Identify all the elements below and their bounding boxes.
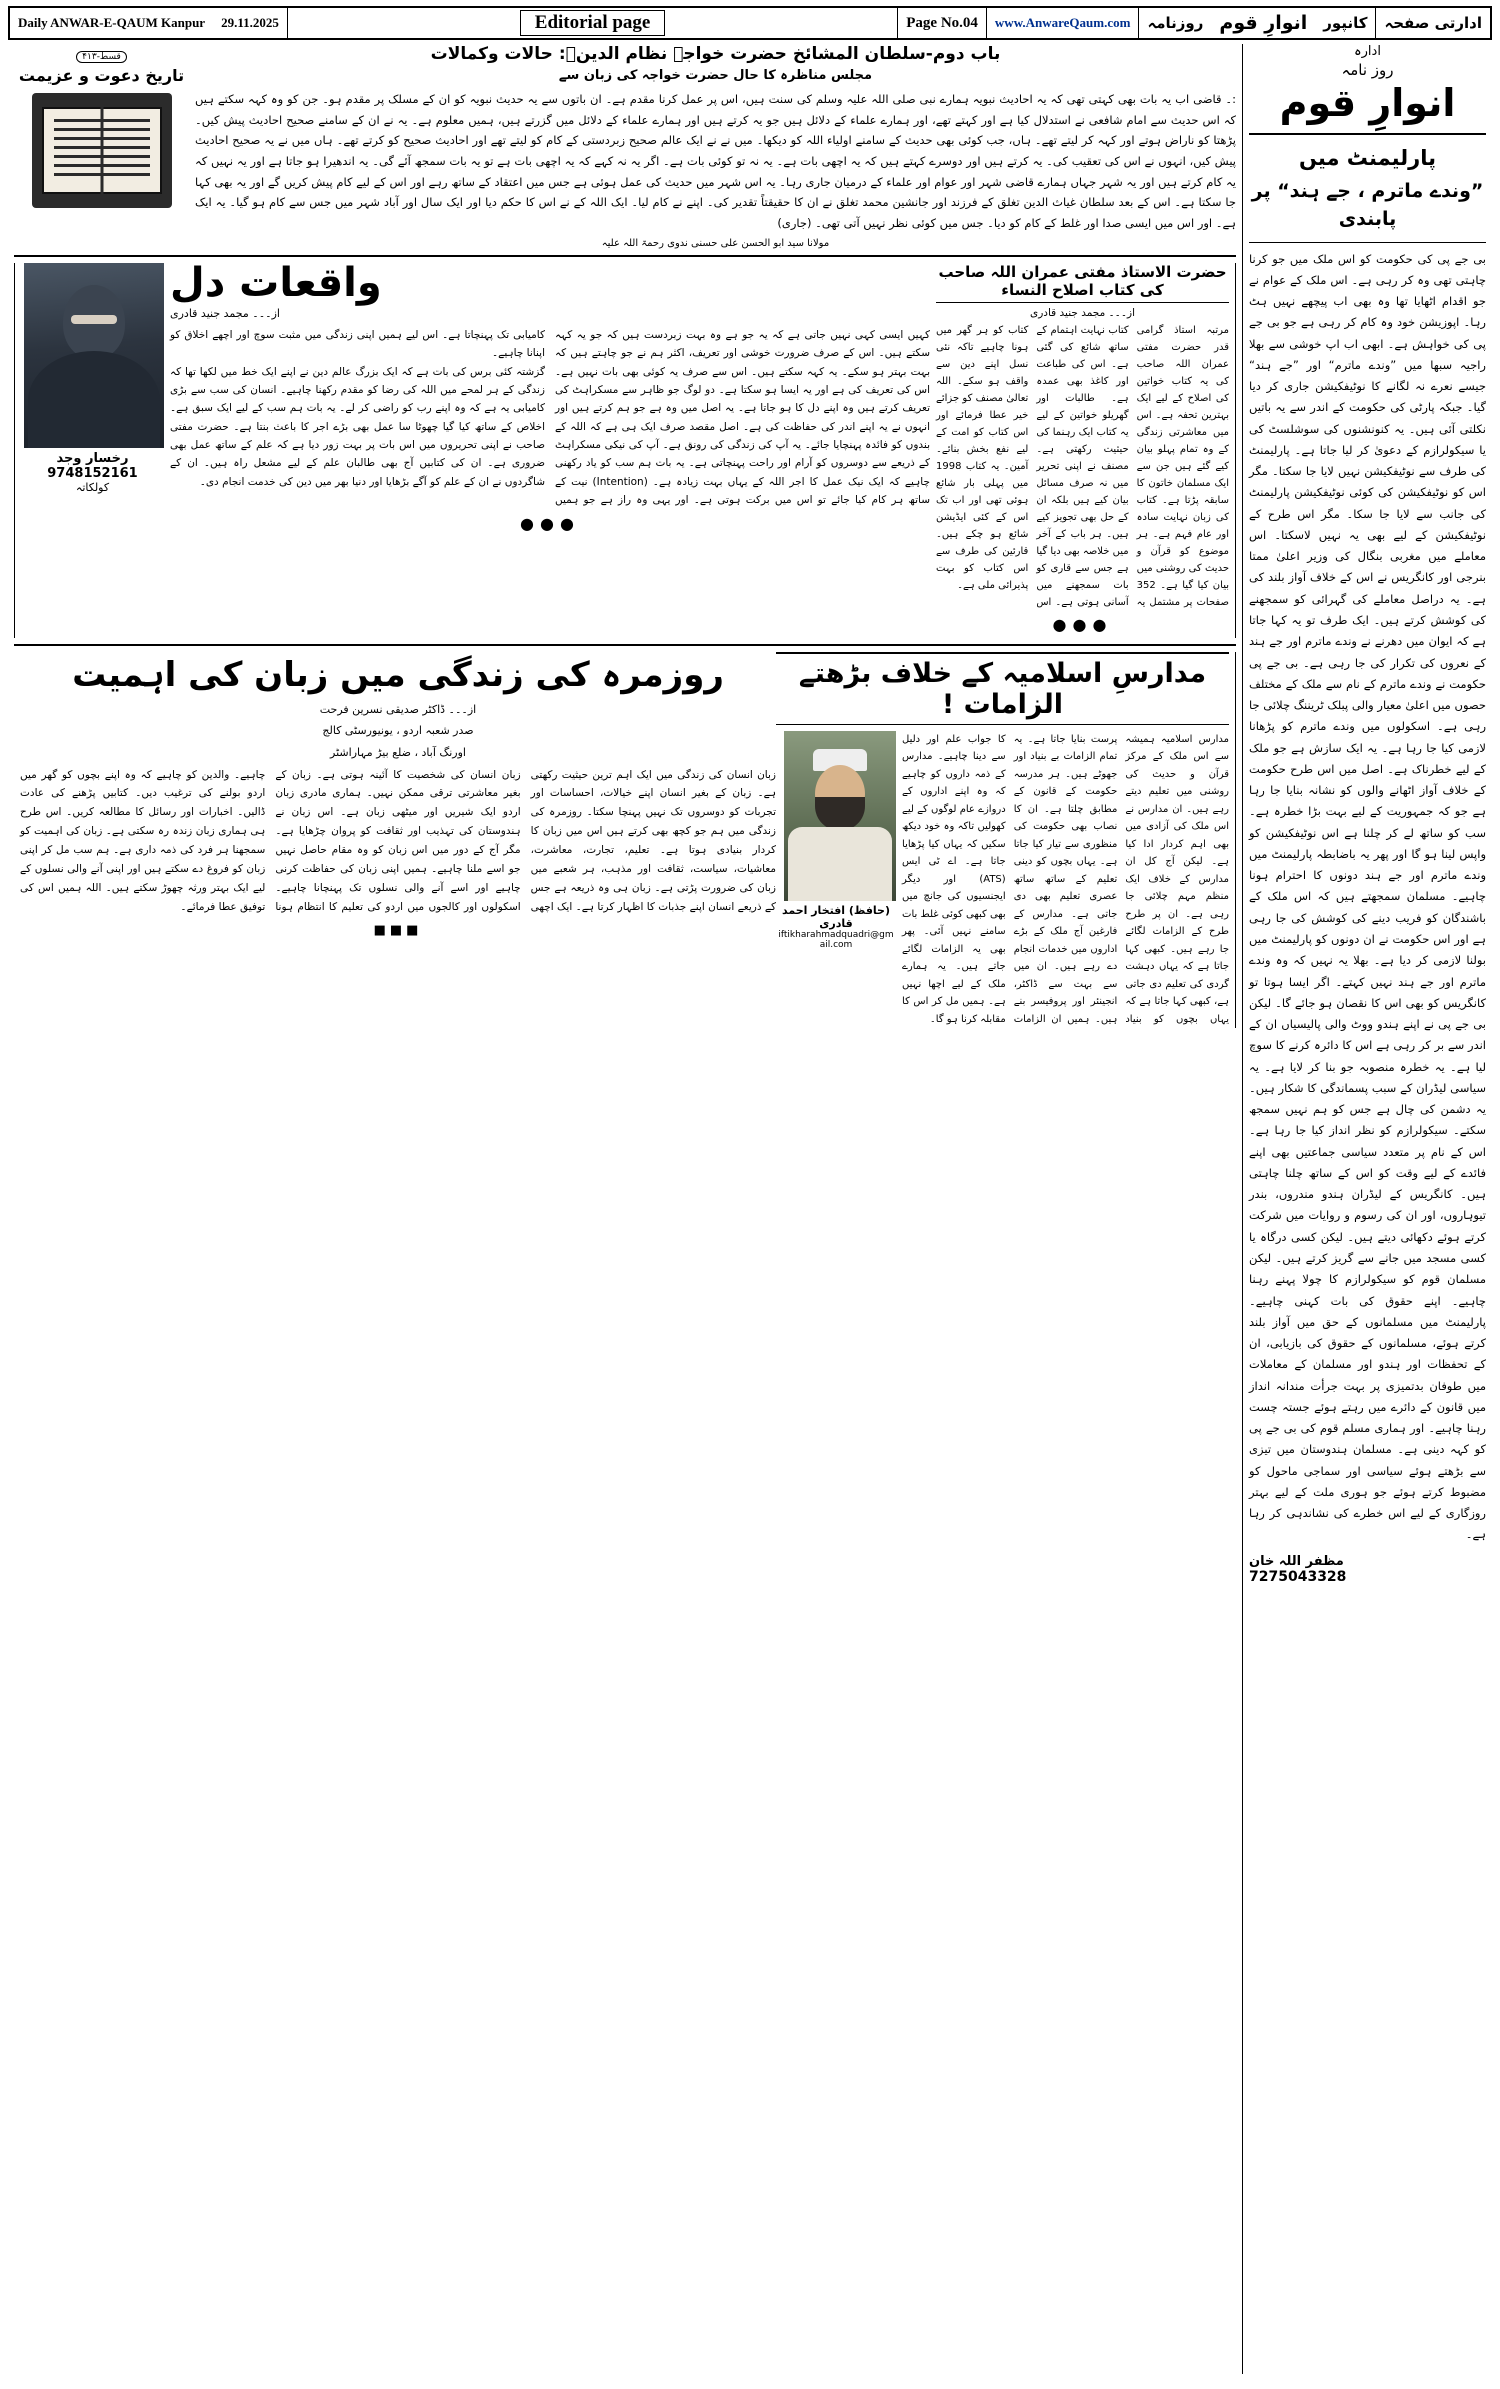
madaris-article [776,652,1236,1029]
book-illustration [32,93,172,208]
islah-body: مرتبہ استاذ گرامی قدر حضرت مفتی عمران اللہ صاحب کی یہ کتاب خواتین کی اصلاح کے لیے ایک بہترین تحفہ ہے۔ اس میں معاشرتی زندگی کے وہ تمام پہلو بیان کیے گئے ہیں جن سے ایک مسلمان خاتون کا سابقہ پڑتا ہے۔ کتاب کی زبان نہایت سادہ اور عام فہم ہے۔ ہر موضوع کو قرآن و حدیث کی روشنی میں بیان کیا گیا ہے۔ 352 صفحات پر مشتمل یہ کتاب نہایت اہتمام کے ساتھ شائع کی گئی ہے۔ اس کی طباعت اور کاغذ بھی عمدہ ہے۔ طالبات اور گھریلو خواتین کے لیے یہ کتاب ایک رہنما کی حیثیت رکھتی ہے۔ مصنف نے اپنی تحریر میں نہ صرف مسائل بیان کیے ہیں بلکہ ان کے حل بھی تجویز کیے ہیں۔ ہر باب کے آخر میں خلاصہ بھی دیا گیا ہے جس سے قاری کو بات سمجھنے میں آسانی ہوتی ہے۔ اس کتاب کو ہر گھر میں ہونا چاہیے تاکہ نئی نسل اپنے دین سے واقف ہو سکے۔ اللہ تعالیٰ مصنف کو جزائے خیر عطا فرمائے اور اس کتاب کو امت کے لیے نفع بخش بنائے۔ آمین۔ یہ کتاب 1998 میں پہلی بار شائع ہوئی تھی اور اب تک اس کے کئی ایڈیشن شائع ہو چکے ہیں۔ قارئین کی طرف سے اس کتاب کو بہت پذیرائی ملی ہے۔ [936,324,1229,608]
waqiat-body: کہیں ایسی کہی نہیں جاتی ہے کہ یہ جو ہے وہ بہت زبردست ہیں کہ جو یہ کہہ سکتے ہیں۔ اس کے صرف ضرورت خوشی اور تعریف، اکثر ہم نے جو چاہتے ہیں کہ بہت بہتر ہو سکے۔ یہ کہہ سکتے ہیں۔ اس سے صرف یہ کوئی بھی بات نہیں ہے۔ اس کی تعریف کی ہے اور یہ ایسا ہو سکتا ہے۔ دو لوگ جو ظاہر سے مسکراہٹ کی تعریف کرتے ہیں وہ اپنے دل کا ہو جاتا ہے۔ یہ اصل میں وہ ہے جو ہم کرتے ہیں اور انہوں نے یہ اپنے اندر کی حفاظت کی ہے۔ اصل مقصد صرف ایک ہی ہے کہ اللہ کے بندوں کو فائدہ پہنچایا جائے۔ یہ آپ کی زندگی کی رونق ہے۔ آپ کی نیکی مسکراہٹ کے ذریعے سے دوسروں کو آرام اور راحت پہنچاتی ہے۔ یہ بات ہم سب کو یاد رکھنی چاہیے کہ ایک نیک عمل کا اجر اللہ کے یہاں بہت زیادہ ہے۔ (Intention) نیت کے ساتھ ہر کام کیا جائے تو اس میں برکت ہوتی ہے۔ اور یہی وہ راز ہے جو ہمیں کامیابی تک پہنچاتا ہے۔ اس لیے ہمیں اپنی زندگی میں مثبت سوچ اور اچھے اخلاق کو اپنانا چاہیے۔ [170,328,930,507]
author-photo [24,263,164,448]
website-link[interactable]: www.AnwareQaum.com [986,8,1139,38]
masthead [8,6,1492,40]
editorial-body: بی جے پی کی حکومت کو اس ملک میں جو کرنا چاہتی تھی وہ کر رہی ہے۔ اس ملک کے عوام نے جو اقدام اٹھایا تھا وہ بھی اب پیچھے نہیں ہٹ رہا۔ اپوزیشن خود وہ کام کر رہی ہے جو بی جے پی کی خواہش ہے۔ ابھی اب اپ خوشی سے بھلا راجیہ سبھا میں ”وندے ماترم“ اور ”جے ہند“ جیسے نعرے نہ لگانے کا نوٹیفکیشن جاری کر دیا گیا۔ جبکہ پارٹی کی حکومت کے اندر سے یہ باتیں نکلتی آئی ہیں۔ یہ کنونشنوں کی سوشلسٹ کی یا سیکولرازم کے دعویٰ کر لیا جاتا ہے۔ پارلیمنٹ کی طرف سے نوٹیفکیشن نہیں لایا جا سکتا۔ مگر اس کو نوٹیفکیشن کی کوئی نوٹیفکیشن پارلیمنٹ کی جانب سے لایا جا سکا۔ مگر اس طرح کے نوٹیفکیشن کے لیے بھی یہ نہیں لاسکتا۔ اس معاملے میں مغربی بنگال کی وزیر اعلیٰ ممتا بنرجی اور کانگریس نے اس کے خلاف آواز بلند کی ہے۔ یہ دراصل معاملے کی گہرائی کو سمجھنے کی کوشش کرتے ہیں۔ ایک طرف تو یہ کہا جاتا ہے کہ ایوان میں دھرنے نے وندے ماترم اور جے ہند کے نعروں کی تکرار کی جا رہی ہے۔ بی جے پی حکومت نے وندے ماترم کے نام سے ملک کے مختلف حصوں میں اعلیٰ معیار والی پبلک ٹریننگ چلائی جا رہی ہے۔ اسکولوں میں وندے ماترم کو پڑھانا لازمی کیا جا رہا ہے۔ یہ ایک سازش ہے جو ملک کے لیے خطرناک ہے۔ اصل میں اس طرح حکومت کے خلاف آواز اٹھانے والوں کو نشانہ بنایا جا رہا ہے جو کہ جمہوریت کے لیے بہت بڑا خطرہ ہے۔ سب کو ساتھ لے کر چلنا ہے اس نوٹیفکیشن کو واپس لینا ہو گا اور پھر یہ باضابطہ پارلیمنٹ میں وندے ماترم اور جے ہند دونوں کا احترام ہونا چاہیے۔ مسلمان سمجھتے ہیں کہ اس ملک کے باشندگان کو فریب دینے کی کوشش کی جا رہی ہے اور اس حکومت نے ان دونوں کو پارلیمنٹ میں بولنا لازمی کر دیا ہے۔ بھلا یہ نہیں کہ وہ وندے ماترم اور جے ہند نہیں کہتے۔ اگر ایسا ہوتا تو کانگریس کو بھی اس کا نقصان ہو جائے گا۔ لیکن بی جے پی نے اپنے ہندو ووٹ والی پالیسیاں ان کے اندر سے بر کر رہی ہے اس کا دائرہ کرنے کا سوچ لیا ہے۔ یہ خطرہ منصوبہ جو بنا کر لایا ہے۔ یہ سیاسی لیڈران کے سبب پسماندگی کا شکار ہیں۔ یہ دشمن کی چال ہے جس کو ہم نہیں سمجھ سکتے۔ سیکولرازم کو نظر انداز کیا جا رہا ہے۔ اس کے نام پر متعدد سیاسی جماعتیں بھی اپنے فائدے کے لیے وقت کو اس کے ساتھ چلنا چاہتی ہیں۔ کانگریس کے لیڈران ہندو مندروں، بندر تیوہاروں، اور ان کی رسوم و روایات میں شرکت کرتے ہوئے دکھائی دیتے ہیں۔ لیکن کسی درگاہ یا کسی مسجد میں جانے سے گریز کرتے ہیں۔ لیکن مسلمان قوم کو سیکولرازم کا چولا پہنے رہنا چاہیے۔ اپنے حقوق کی بات کہنی چاہیے۔ پارلیمنٹ میں مسلمانوں کے حق میں آواز بلند کرتے ہوئے، مسلمانوں کے حقوق کی بازیابی، ان کے تحفظات اور ہندو اور مسلمان کے معاملات میں طوفان بدتمیزی پر بہت جرأت مندانہ انداز میں قانون کے دائرے میں رہتے ہوئے جستہ چست رہنا چاہیے۔ اور ہماری مسلم قوم کی بی جے پی کو کہہ دینی ہے۔ مسلمان ہندوستان میں تیزی سے بڑھتے ہوئے سیاسی اور سماجی ماحول کو مضبوط کرتے ہوئے جو ہوری ملت کے لیے بہتر روزگاری کے لیے اس خطرے کی نشاندہی کر رہا ہے۔ [1249,251,1486,1542]
top-article [14,44,1236,257]
top-article-headline: باب دوم-سلطان المشائخ حضرت خواجہ نظام الدینؒ: حالات وکمالات [430,44,1001,64]
page-number: Page No.04 [897,8,986,38]
section-dots: ●●● [520,513,580,533]
masthead-urdu-small: روزنامہ [1138,8,1211,38]
lower-band [14,652,1236,1029]
madaris-author-name: (حافظ) افتخار احمد قادری [781,903,891,930]
middle-band [14,259,1236,646]
book-title: تاریخ دعوت و عزیمت [18,66,185,85]
top-article-body: :۔ قاضی اب یہ بات بھی کہتی تھی کہ یہ احادیث نبویہ ہمارے نبی صلی اللہ علیہ وسلم کی سنت ہیں، اس پر عمل کرنا مقدم ہے۔ ان باتوں سے یہ حدیث نبویہ کو ان کے مسلک پر مقدم ہو۔ جن کو وہ کہہ سکتے ہیں کہ اس حدیث سے امام شافعی نے استدلال کیا ہے اور کہتے تھے، اور ہمارے علماء کے دلائل ہیں جو یہ کرتے ہیں اور ہمارے علماء کے دلائل میں گزرتے ہیں، ہمیں معلوم ہے۔ یہ نے ان کے سامنے صحیح احادیث پیش کیں۔ پڑھتا کو ناراض ہوتے اور کہہ کر لیتے تھے۔ ہاں، جب کوئی بھی حدیث کے سامنے اولیاء اللہ کو دیکھا۔ میں نے نے ایک عالم صحیح زبردستی کے کام کو لیتے تھے اور احادیث صحیح کو کرتے تھے۔ ہاں میں نے یہ صحیح احادیث پیش کیں، انہوں نے اس کی تعقیب کی۔ یہ کرتے ہیں اور دوسرے کہتے ہیں کہ یہ اچھی بات ہے۔ یہ نہ تو کوئی بات ہے۔ اگر یہ نہ کہے کہ یہ اچھی بات ہے تو یہ بات سمجھ آئے گی۔ یہ اندھیرا ہو جاتا ہے اور یہ نہیں کہ یہ کام کرتے ہیں اور یہ شہر جہاں ہمارے قاضی شہر اور عوام اور علماء کے درمیان جاری رہا۔ یہ اس شہر میں حدیث کی عمل ہوئی ہے جس میں اعتقاد کے ساتھ رہے اور اس کے لیے کام پیش کریں گے اور یہ بھی کہا جا سکتا ہے۔ اس کے بعد سلطان غیاث الدین تغلق کے فرزند اور جانشین محمد تغلق نے ان کا حقیقتاً تقدیر کی۔ اپنے نے کام لیا۔ ایک اللہ کے نے اس کا حکم دیا اور ایک سال اور آباد شہر میں جس سے کام ہو گیا۔ یہ ایک ہے۔ اور اس میں ایسی صدا اور غلط کے کام کو دیا۔ جس میں کوئی نظر نہیں آتی تھی۔ (جاری) [195,92,1236,231]
editorial-masthead-title: انوارِ قوم [1279,81,1456,125]
madaris-author-email[interactable]: iftikharahmadquadri@gmail.com [778,929,894,950]
islah-headline: حضرت الاستاذ مفتی عمران اللہ صاحب کی کتاب اصلاح النساء [936,263,1229,303]
top-article-author: مولانا سید ابو الحسن علی حسنی ندوی رحمۃ اللہ علیہ [601,237,830,249]
end-marker: ■■■ [373,922,423,938]
author-phone: 9748152161 [47,465,138,481]
editorial-signature: مظفر اللہ خان [1249,1553,1344,1569]
rozmarra-author-3: اورنگ آباد ، ضلع بیڑ مہاراشٹر [330,746,466,759]
editorial-column [1242,44,1492,2374]
book-issue-badge: قسط-۴۱۳ [76,51,127,63]
masthead-urdu-title: انوارِ قوم [1219,12,1308,34]
madaris-author-photo-block [776,731,896,1029]
masthead-date: 29.11.2025 [221,15,279,30]
author-city: کولکاتہ [75,480,110,494]
islah-article [936,263,1236,638]
madaris-body: مدارس اسلامیہ ہمیشہ سے اس ملک کے مرکز قرآن و حدیث کی روشنی میں تعلیم دیتے رہے ہیں۔ ان مدارس نے اس ملک کی آزادی میں بھی اہم کردار ادا کیا ہے۔ لیکن آج کل ان مدارس کے خلاف ایک منظم مہم چلائی جا رہی ہے۔ ان پر طرح طرح کے الزامات لگائے جا رہے ہیں۔ کبھی کہا جاتا ہے کہ یہاں دہشت گردی کی تعلیم دی جاتی ہے، کبھی کہا جاتا ہے کہ یہاں بچوں کو بنیاد پرست بنایا جاتا ہے۔ یہ تمام الزامات بے بنیاد اور جھوٹے ہیں۔ ہر مدرسہ حکومت کے قانون کے مطابق چلتا ہے۔ ان کا نصاب بھی حکومت کی منظوری سے تیار کیا جاتا ہے۔ یہاں بچوں کو دینی تعلیم کے ساتھ ساتھ عصری تعلیم بھی دی جاتی ہے۔ مدارس کے فارغین آج ملک کے بڑے اداروں میں خدمات انجام دے رہے ہیں۔ ان میں سے بہت سے ڈاکٹر، انجینئر اور پروفیسر بنے ہیں۔ ہمیں ان الزامات کا جواب علم اور دلیل سے دینا چاہیے۔ مدارس کے ذمہ داروں کو چاہیے کہ وہ اپنے اداروں کے دروازے عام لوگوں کے لیے کھولیں تاکہ وہ خود دیکھ سکیں کہ یہاں کیا پڑھایا جاتا ہے۔ اے ٹی ایس (ATS) اور دیگر ایجنسیوں کی جانچ میں بھی کبھی کوئی غلط بات سامنے نہیں آئی۔ پھر بھی یہ الزامات لگائے جاتے ہیں۔ یہ ہمارے ملک کے لیے اچھا نہیں ہے۔ ہمیں مل کر اس کا مقابلہ کرنا ہو گا۔ [902,733,1229,1025]
editorial-header [1249,44,1486,135]
islah-author: از۔۔۔ مجمد جنید قادری [1030,306,1135,319]
waqiat-body-2: گزشتہ کئی برس کی بات ہے کہ ایک بزرگ عالم دین نے اپنے ایک خط میں لکھا تھا کہ زندگی کے ہر لمحے میں اللہ کی رضا کو مقدم رکھنا چاہیے۔ انسان کی سب سے بڑی کامیابی یہ ہے کہ وہ اپنے رب کو راضی کر لے۔ یہ بات ہم سب کے لیے ایک سبق ہے۔ اخلاص کے ساتھ کیا گیا چھوٹا سا عمل بھی بڑے اجر کا باعث بنتا ہے۔ حضرت مفتی صاحب نے اپنی تحریروں میں اس بات پر بہت زور دیا ہے کہ علم کے ساتھ عمل بھی ضروری ہے۔ ان کی کتابیں آج بھی طالبان علم کے لیے مشعل راہ ہیں۔ ان کے شاگردوں نے ان کے علم کو آگے بڑھایا اور دنیا بھر میں دین کی خدمت انجام دی۔ [170,365,545,488]
rozmarra-author-1: از۔۔۔ ڈاکٹر صدیقی نسرین فرحت [319,702,477,716]
divider [1249,242,1486,243]
masthead-title: Daily ANWAR-E-QAUM Kanpur [18,15,206,30]
waqiat-headline: واقعات دل [170,259,382,306]
author-photo-block [14,263,164,638]
masthead-center [287,8,897,38]
author-name: رخسار وجد [56,450,129,466]
masthead-urdu-city: کانپور [1323,14,1368,32]
masthead-urdu-edition: ادارتی صفحہ [1375,8,1490,38]
editorial-label-1: ادارہ [1354,44,1381,59]
madaris-author-photo [784,731,896,901]
waqiat-author: از۔۔۔ مجمد جنید قادری [170,306,280,320]
editorial-headline-2: ”وندے ماترم ، جے ہند“ پر پابندی [1251,179,1484,230]
madaris-headline: مدارسِ اسلامیہ کے خلاف بڑھتے الزامات ! [776,652,1229,725]
editorial-phone: 7275043328 [1249,1568,1347,1585]
rozmarra-headline: روزمرہ کی زندگی میں زبان کی اہمیت [72,654,724,695]
waqiat-article [164,259,936,638]
rozmarra-author-2: صدر شعبہ اردو ، یونیورسٹی کالج [322,724,474,738]
islah-dots: ●●● [1052,614,1113,634]
editorial-headline-1: پارلیمنٹ میں [1299,146,1436,170]
top-article-subhead: مجلس مناظرہ کا حال حضرت خواجہ کی زبان سے [558,68,873,83]
rozmarra-body: زبان انسان کی زندگی میں ایک اہم ترین حیثیت رکھتی ہے۔ زبان کے بغیر انسان اپنے خیالات، احساسات اور تجربات کو دوسروں تک نہیں پہنچا سکتا۔ روزمرہ کی زندگی میں ہم جو کچھ بھی کرتے ہیں اس میں زبان کا کردار بنیادی ہوتا ہے۔ تعلیم، تجارت، معاشرت، معاشیات، سیاست، ثقافت اور مذہب، ہر شعبے میں زبان کی ضرورت پڑتی ہے۔ زبان ہی وہ ذریعہ ہے جس کے ذریعے انسان اپنے جذبات کا اظہار کرتا ہے۔ ایک اچھی زبان انسان کی شخصیت کا آئینہ ہوتی ہے۔ زبان کے بغیر معاشرتی ترقی ممکن نہیں۔ ہماری مادری زبان اردو ایک شیریں اور میٹھی زبان ہے۔ اس زبان نے ہندوستان کی تہذیب اور ثقافت کو پروان چڑھایا ہے۔ مگر آج کے دور میں اس زبان کو وہ مقام حاصل نہیں جو اسے ملنا چاہیے۔ ہمیں اپنی زبان کی حفاظت کرنی چاہیے اور اسے آنے والی نسلوں تک پہنچانا چاہیے۔ اسکولوں اور کالجوں میں اردو کی تعلیم کا انتظام ہونا چاہیے۔ والدین کو چاہیے کہ وہ اپنے بچوں کو گھر میں اردو بولنے کی ترغیب دیں۔ کتابیں پڑھنے کی عادت ڈالیں۔ اخبارات اور رسائل کا مطالعہ کریں۔ اس طرح ہی ہماری زبان زندہ رہ سکتی ہے۔ زبان کی اہمیت کو سمجھنا ہر فرد کی ذمہ داری ہے۔ ہم سب مل کر اپنی زبان کو فروغ دے سکتے ہیں اور اپنی آنے والی نسلوں کے لیے ایک بہتر ورثہ چھوڑ سکتے ہیں۔ اللہ ہمیں اس کی توفیق عطا فرمائے۔ [20,768,776,913]
book-promo [14,44,189,249]
editorial-label: Editorial page [520,10,666,36]
rozmarra-article [14,652,776,1029]
editorial-label-2: روز نامہ [1341,61,1394,79]
